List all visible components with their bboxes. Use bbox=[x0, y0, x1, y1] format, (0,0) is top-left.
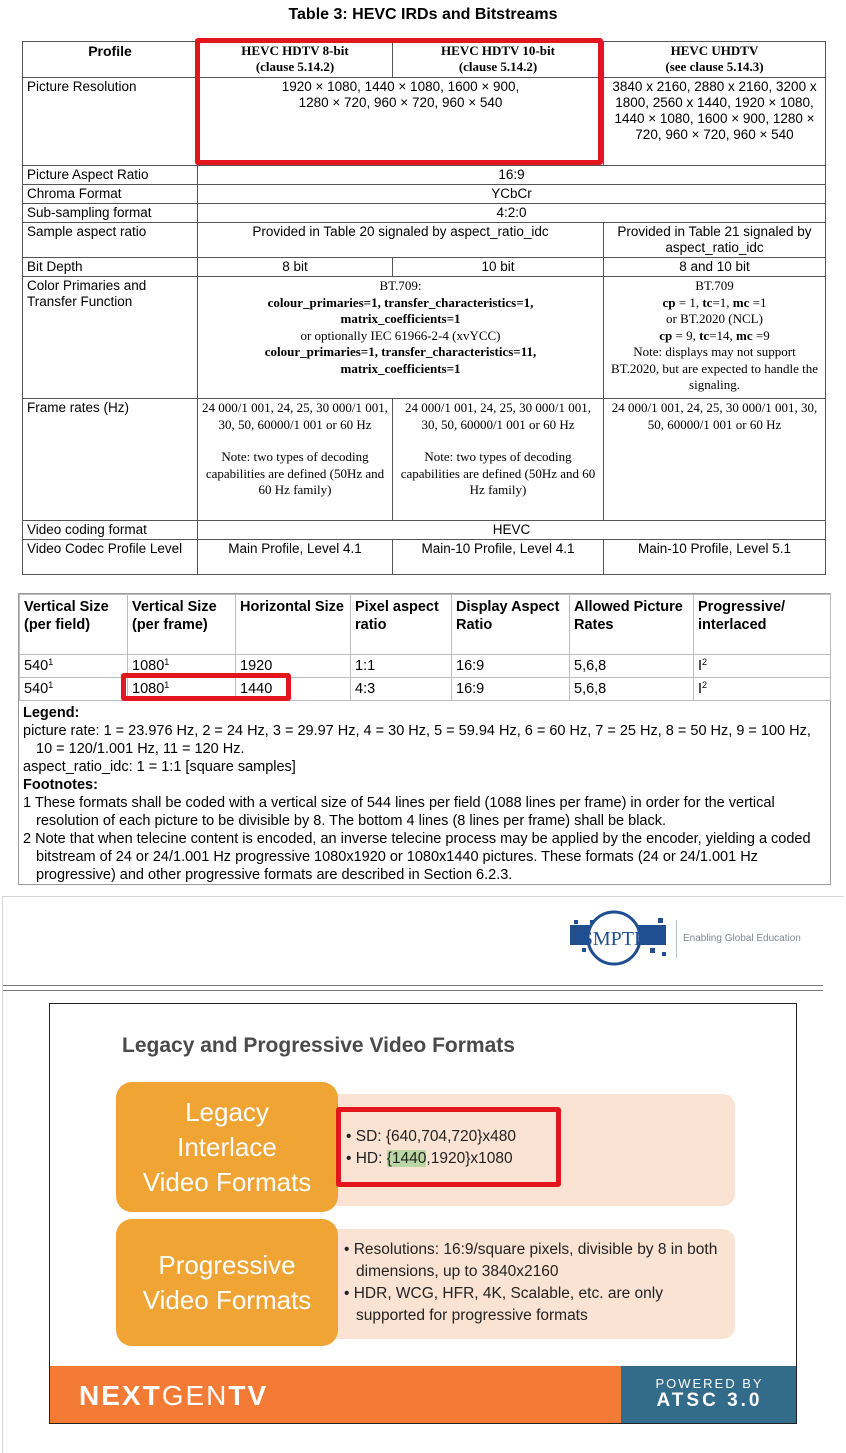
progressive-box-line: Progressive bbox=[158, 1249, 296, 1280]
nextgentv-logo: NEXTGENTV bbox=[79, 1380, 269, 1411]
format-header-row bbox=[20, 595, 831, 655]
row-label: Picture Aspect Ratio bbox=[23, 166, 198, 185]
cell: 1080$^1$ bbox=[128, 678, 236, 701]
chroma-row bbox=[23, 185, 826, 204]
coding-format-value: HEVC bbox=[198, 521, 826, 540]
sd-bullet: • SD: {640,704,720}x480 bbox=[346, 1128, 517, 1145]
codec-profile-uhd: Main-10 Profile, Level 5.1 bbox=[604, 540, 826, 575]
footnote-2: 2 Note that when telecine content is encoded, an inverse telecine process may be applied by the encoder, yielding a coded bitstream of 24 or 24/1.001 Hz progressive 1080x1920 or 1080x1440 pictures. These formats (24 or 24/1.001 Hz progressive) and other progressive formats are described in Section 6.2.3. bbox=[23, 831, 811, 883]
atsc-badge bbox=[621, 1366, 797, 1424]
bit-depth-8: 8 bit bbox=[198, 258, 393, 277]
hdtv-10bit-clause: (clause 5.14.2) bbox=[458, 59, 538, 74]
cell: 5,6,8 bbox=[570, 678, 694, 701]
col-header: Horizontal Size bbox=[236, 595, 351, 655]
legacy-box-line: Video Formats bbox=[142, 1166, 312, 1197]
row-label: Bit Depth bbox=[23, 258, 198, 277]
hdtv-highlight-box bbox=[195, 38, 603, 165]
footnote-1: 1 These formats shall be coded with a vertical size of 544 lines per field (1088 lines per frame) in order for the vertical resolution of each picture to be divisible by 8. The bottom 4 lines (8 lines per frame) shall be black. bbox=[23, 795, 775, 829]
color-line: or optionally IEC 61966-2-4 (xvYCC) bbox=[300, 327, 501, 343]
color-line: cp = 1, tc=1, mc =1 bbox=[662, 294, 767, 310]
hdtv-8bit-clause: (clause 5.14.2) bbox=[255, 59, 335, 74]
codec-profile-8bit: Main Profile, Level 4.1 bbox=[198, 540, 393, 575]
progressive-bullets bbox=[344, 1239, 734, 1327]
color-primaries-row bbox=[23, 277, 826, 399]
col-header: Pixel aspect ratio bbox=[351, 595, 452, 655]
hd-bullet: • HD: {1440,1920}x1080 bbox=[346, 1150, 513, 1167]
atsc-label: ATSC 3.0 bbox=[656, 1390, 763, 1411]
col-header: Allowed Picture Rates bbox=[570, 595, 694, 655]
cell: $540^1$ bbox=[20, 678, 128, 701]
1440-highlight-box bbox=[121, 673, 291, 701]
row-label: Sub-sampling format bbox=[23, 204, 198, 223]
cell: $540^1$ bbox=[20, 655, 128, 678]
format-legend bbox=[23, 704, 829, 884]
powered-by-label: POWERED BY bbox=[655, 1376, 764, 1391]
legacy-formats-box bbox=[116, 1082, 338, 1212]
row-label: Picture Resolution bbox=[23, 78, 198, 166]
codec-profile-10bit: Main-10 Profile, Level 4.1 bbox=[393, 540, 604, 575]
uhd-color-primaries bbox=[604, 277, 826, 399]
cell: 1080$^1$ bbox=[128, 655, 236, 678]
cell: 4:3 bbox=[351, 678, 452, 701]
row-label: Video coding format bbox=[23, 521, 198, 540]
col-header: Display Aspect Ratio bbox=[452, 595, 570, 655]
color-line: cp = 9, tc=14, mc =9 bbox=[659, 327, 770, 343]
cell: 16:9 bbox=[452, 678, 570, 701]
progressive-formats-box bbox=[116, 1219, 338, 1346]
color-line: BT.709 bbox=[695, 278, 734, 293]
frame-rates-10bit: 24 000/1 001, 24, 25, 30 000/1 001, 30, 50, 60000/1 001 or 60 Hz Note: two types of decoding capabilities are defined (50Hz and 60 Hz family) bbox=[393, 399, 604, 521]
legend-aspect: aspect_ratio_idc: 1 = 1:1 [square samples] bbox=[23, 759, 296, 775]
color-line: matrix_coefficients=1 bbox=[340, 311, 461, 326]
format-table-panel bbox=[18, 593, 831, 885]
subsampling-row bbox=[23, 204, 826, 223]
frame-rates-8bit: 24 000/1 001, 24, 25, 30 000/1 001, 30, 50, 60000/1 001 or 60 Hz Note: two types of decoding capabilities are defined (50Hz and 60 Hz family) bbox=[198, 399, 393, 521]
logo-separator bbox=[676, 920, 677, 958]
codec-profile-row bbox=[23, 540, 826, 575]
sample-aspect-row bbox=[23, 223, 826, 258]
col-header: Vertical Size (per frame) bbox=[128, 595, 236, 655]
slide-panel bbox=[49, 1003, 797, 1424]
resolutions-bullet: • Resolutions: 16:9/square pixels, divisible by 8 in both dimensions, up to 3840x2160 bbox=[344, 1241, 718, 1280]
hd-resolutions-line2: 1280 × 720, 960 × 720, 960 × 540 bbox=[298, 95, 503, 110]
divider-line bbox=[3, 990, 823, 991]
aspect-ratio-value: 16:9 bbox=[198, 166, 826, 185]
legend-heading: Legend: bbox=[23, 705, 80, 721]
uhd-resolutions: 3840 x 2160, 2880 x 2160, 3200 x 1800, 2560 x 1440, 1920 × 1080, 1440 × 1080, 1600 × 900, 1280 × 720, 960 × 720, 960 × 540 bbox=[604, 78, 826, 166]
aspect-ratio-row bbox=[23, 166, 826, 185]
progressive-box-line: Video Formats bbox=[142, 1284, 312, 1315]
footer-brand-bar bbox=[50, 1366, 621, 1424]
uhdtv-header bbox=[604, 42, 826, 78]
color-line: BT.709: bbox=[379, 278, 422, 293]
cell: 5,6,8 bbox=[570, 655, 694, 678]
color-line: or BT.2020 (NCL) bbox=[666, 311, 763, 326]
cell: 1:1 bbox=[351, 655, 452, 678]
bit-depth-10: 10 bit bbox=[393, 258, 604, 277]
hd-color-primaries bbox=[198, 277, 604, 399]
table3-title: Table 3: HEVC IRDs and Bitstreams bbox=[288, 6, 558, 23]
hdtv-10bit-title: HEVC HDTV 10-bit bbox=[441, 43, 555, 58]
frame-rates-row bbox=[23, 399, 826, 521]
legacy-box-line: Interlace bbox=[177, 1131, 277, 1162]
legend-picture-rate: picture rate: 1 = 23.976 Hz, 2 = 24 Hz, 3 = 29.97 Hz, 4 = 30 Hz, 5 = 59.94 Hz, 6 = 60 Hz, 7 = 25 Hz, 8 = 50 Hz, 9 = 100 Hz, 10 = 120/1.001 Hz, 11 = 120 Hz. bbox=[23, 723, 811, 757]
profile-header: Profile bbox=[23, 42, 198, 78]
legacy-highlight-box bbox=[336, 1107, 561, 1187]
divider-line bbox=[3, 985, 823, 986]
color-line: colour_primaries=1, transfer_characteristics=11, bbox=[264, 344, 537, 359]
subsampling-value: 4:2:0 bbox=[198, 204, 826, 223]
col-header: Progressive/ interlaced bbox=[694, 595, 831, 655]
1440-highlight: {1440 bbox=[386, 1150, 427, 1167]
row-label: Color Primaries and Transfer Function bbox=[23, 277, 198, 399]
row-label: Chroma Format bbox=[23, 185, 198, 204]
row-label: Video Codec Profile Level bbox=[23, 540, 198, 575]
chroma-value: YCbCr bbox=[198, 185, 826, 204]
footnotes-heading: Footnotes: bbox=[23, 777, 98, 793]
uhdtv-title: HEVC UHDTV bbox=[670, 43, 759, 58]
uhdtv-clause: (see clause 5.14.3) bbox=[665, 59, 764, 74]
smpte-tagline: Enabling Global Education bbox=[683, 933, 801, 944]
smpte-logo-text: SMPTE bbox=[581, 928, 647, 950]
hd-sample-aspect: Provided in Table 20 signaled by aspect_ratio_idc bbox=[198, 223, 604, 258]
color-line: colour_primaries=1, transfer_characteristics=1, bbox=[267, 294, 534, 310]
row-label: Frame rates (Hz) bbox=[23, 399, 198, 521]
color-note: Note: displays may not support BT.2020, but are expected to handle the signaling. bbox=[611, 344, 818, 392]
cell: 16:9 bbox=[452, 655, 570, 678]
hdtv-8bit-title: HEVC HDTV 8-bit bbox=[241, 43, 349, 58]
cell: 1920 bbox=[236, 655, 351, 678]
bit-depth-row bbox=[23, 258, 826, 277]
uhd-sample-aspect: Provided in Table 21 signaled by aspect_ratio_idc bbox=[604, 223, 826, 258]
bit-depth-uhd: 8 and 10 bit bbox=[604, 258, 826, 277]
coding-format-row bbox=[23, 521, 826, 540]
color-line: matrix_coefficients=1 bbox=[340, 360, 461, 376]
col-header: Vertical Size (per field) bbox=[20, 595, 128, 655]
cell: 1440 bbox=[236, 678, 351, 701]
cell: $I^2$ bbox=[694, 678, 831, 701]
hd-resolutions-line1: 1920 × 1080, 1440 × 1080, 1600 × 900, bbox=[281, 79, 520, 94]
hdr-bullet: • HDR, WCG, HFR, 4K, Scalable, etc. are only supported for progressive formats bbox=[344, 1285, 663, 1324]
frame-rates-uhd: 24 000/1 001, 24, 25, 30 000/1 001, 30, 50, 60000/1 001 or 60 Hz bbox=[604, 399, 826, 521]
legacy-box-line: Legacy bbox=[185, 1096, 269, 1127]
cell: $I^2$ bbox=[694, 655, 831, 678]
slide-title: Legacy and Progressive Video Formats bbox=[122, 1034, 515, 1057]
row-label: Sample aspect ratio bbox=[23, 223, 198, 258]
